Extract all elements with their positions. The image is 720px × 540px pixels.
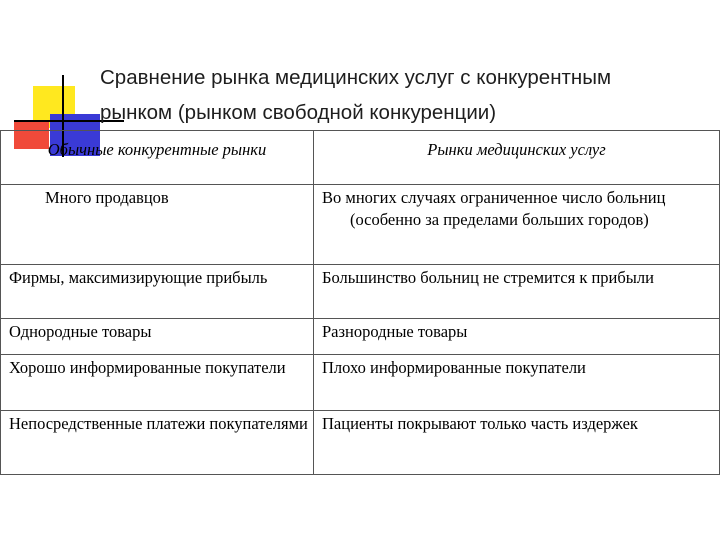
cell-text: Фирмы, максимизирующие прибыль	[9, 268, 268, 287]
slide-title	[100, 60, 710, 130]
slide-title-line-1: Сравнение рынка медицинских услуг с конкурентным	[100, 66, 612, 89]
table-header-row	[1, 131, 720, 185]
cell-text: Однородные товары	[9, 322, 152, 341]
table-cell	[1, 411, 314, 475]
cell-text: Много продавцов	[45, 188, 169, 207]
cell-text: Разнородные товары	[322, 322, 468, 341]
table-row	[1, 185, 720, 265]
table-cell	[314, 319, 720, 355]
table-cell	[1, 355, 314, 411]
table-row	[1, 411, 720, 475]
table-cell	[1, 185, 314, 265]
table-cell	[314, 355, 720, 411]
column-header-medical-markets: Рынки медицинских услуг	[314, 131, 720, 185]
slide-title-line-2: рынком (рынком свободной конкуренции)	[100, 101, 497, 124]
cell-text: Во многих случаях ограниченное число больниц (особенно за пределами больших городов)	[322, 188, 666, 229]
table-row	[1, 319, 720, 355]
table-cell	[314, 185, 720, 265]
cell-text: Большинство больниц не стремится к прибыли	[322, 268, 654, 287]
cell-text: Плохо информированные покупатели	[322, 358, 586, 377]
comparison-table	[0, 130, 720, 475]
table-cell	[1, 319, 314, 355]
table-cell	[1, 265, 314, 319]
table-cell	[314, 265, 720, 319]
table-row	[1, 265, 720, 319]
table-row	[1, 355, 720, 411]
cell-text: Пациенты покрывают только часть издержек	[322, 414, 638, 433]
cell-text: Хорошо информированные покупатели	[9, 358, 286, 377]
column-header-competitive-markets: Обычные конкурентные рынки	[1, 131, 314, 185]
table-cell	[314, 411, 720, 475]
cell-text: Непосредственные платежи покупателями	[9, 414, 308, 433]
